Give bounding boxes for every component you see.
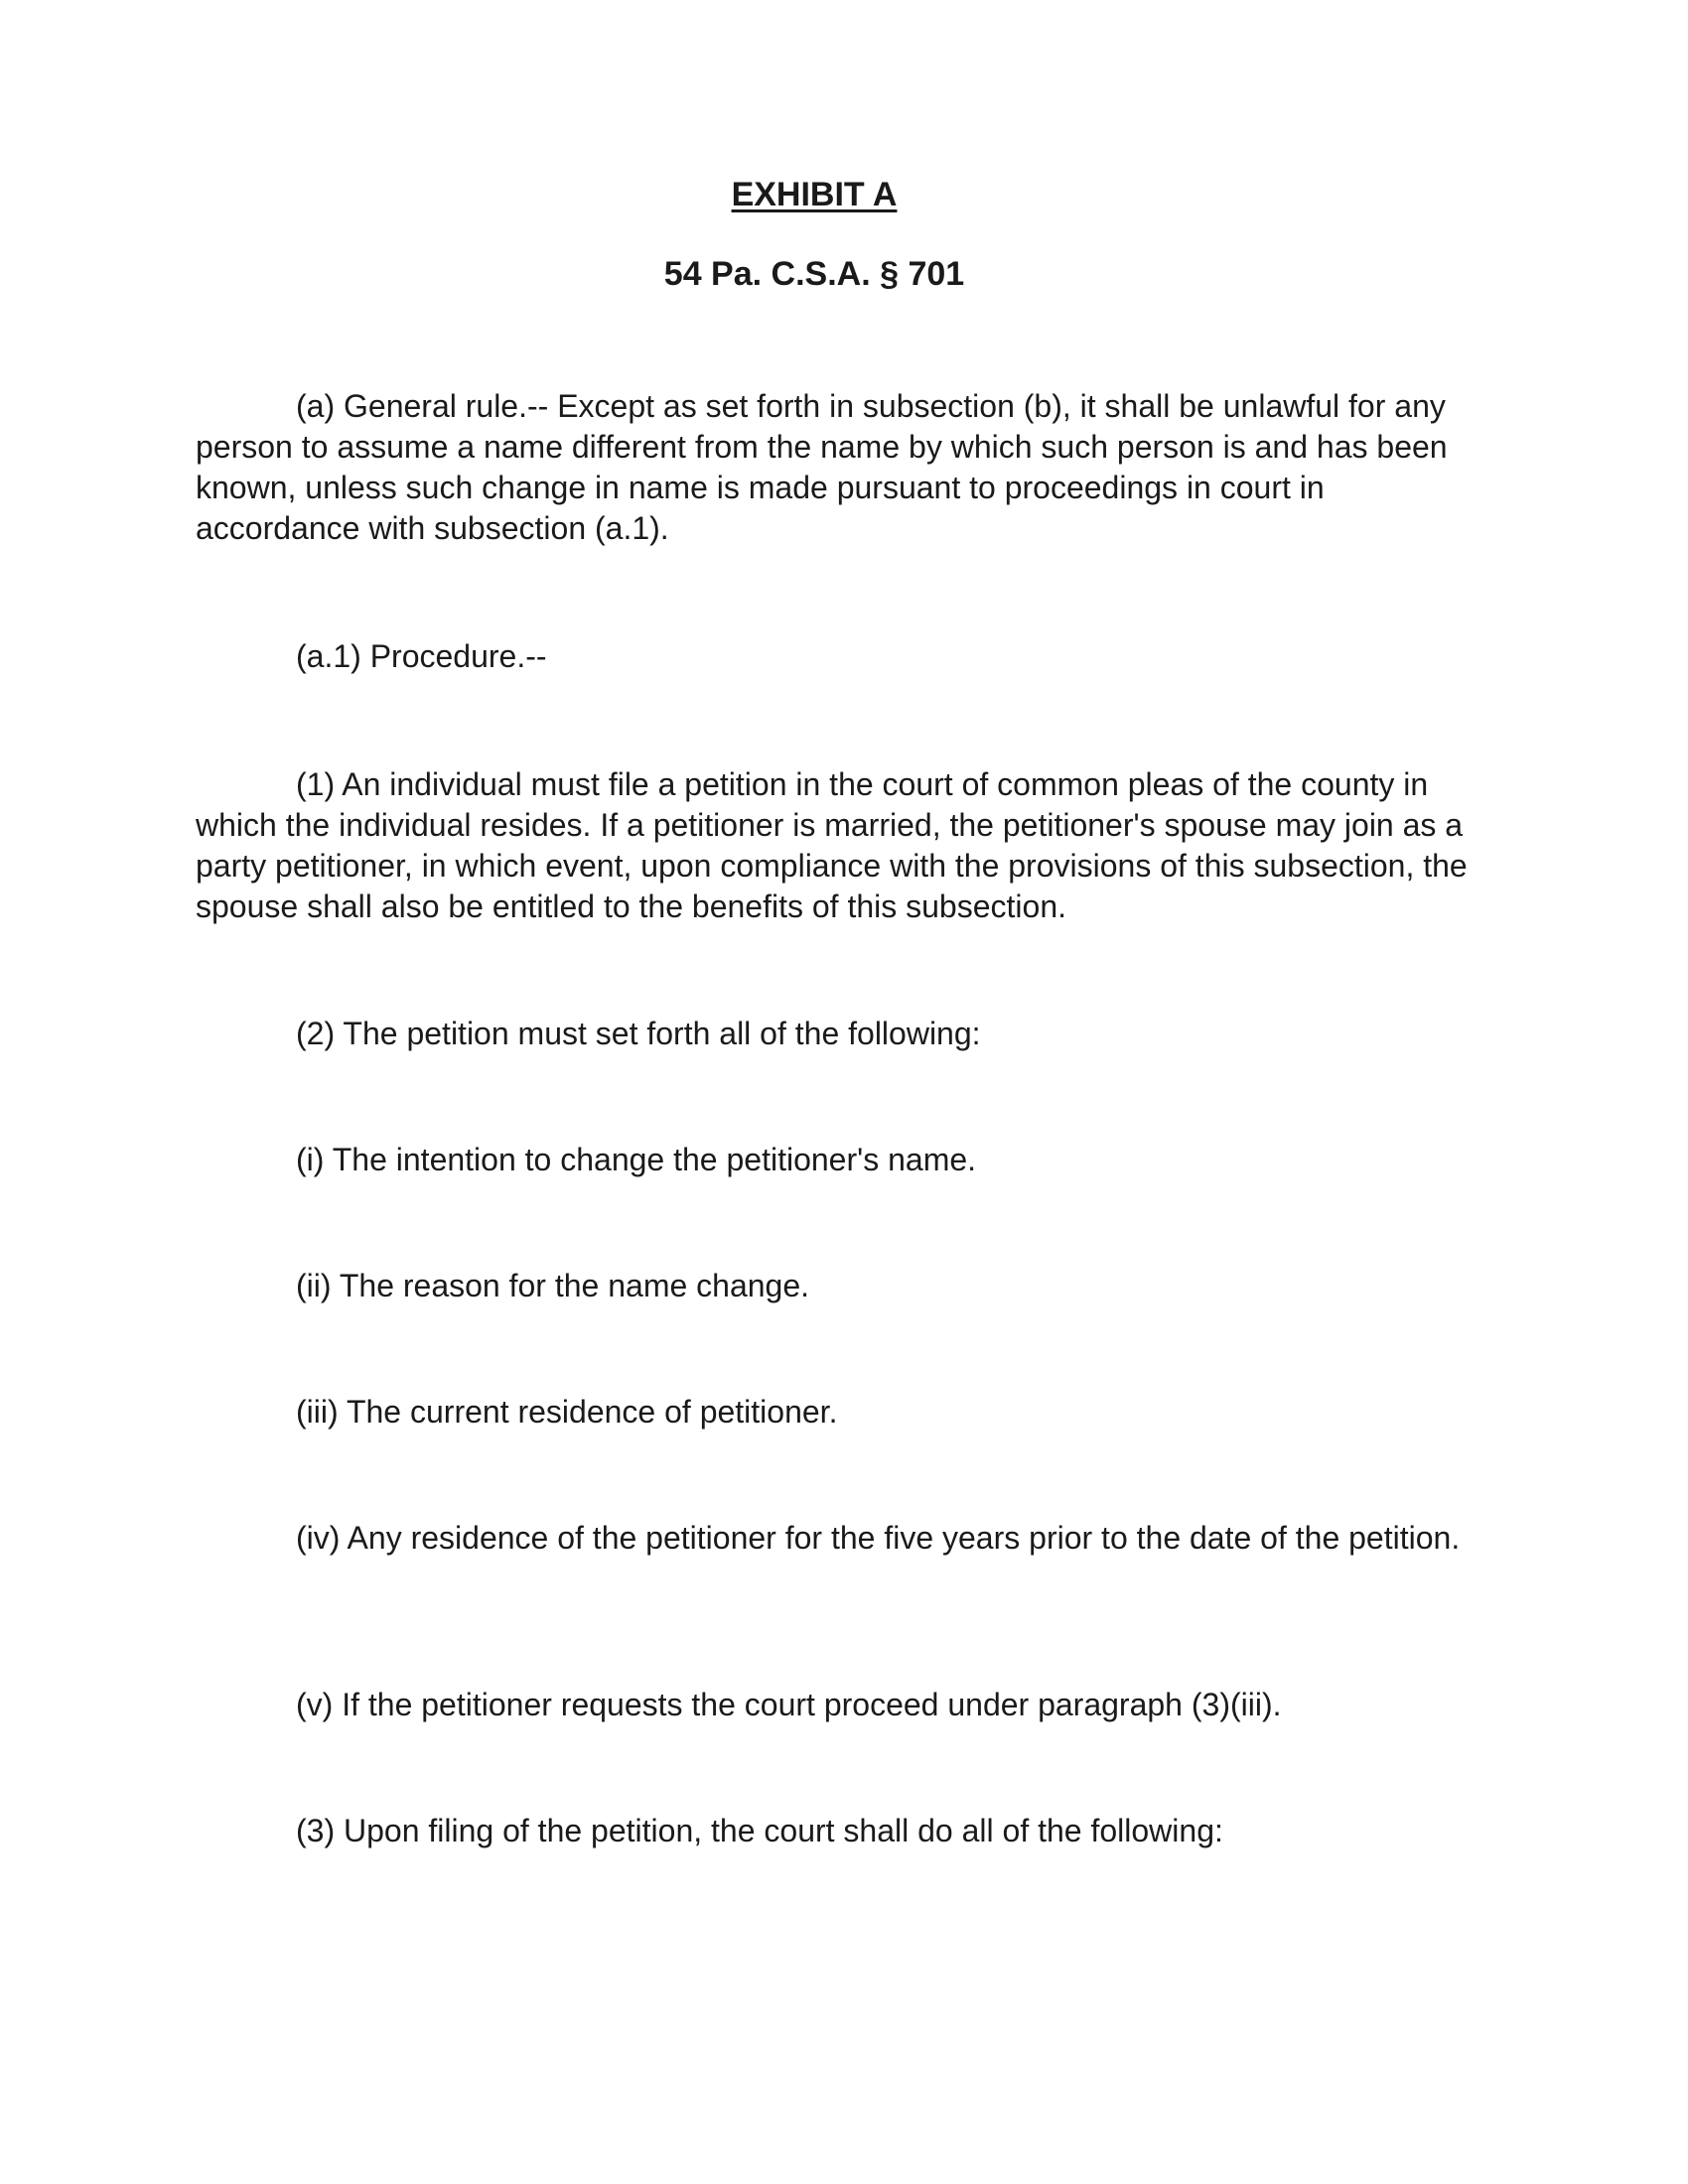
item-i-intention: (i) The intention to change the petitioner's name. [296,1142,977,1177]
item-ii-reason: (ii) The reason for the name change. [296,1268,810,1303]
paragraph-3-court-duties: (3) Upon filing of the petition, the court shall do all of the following: [296,1813,1223,1848]
paragraph-1-file-petition: (1) An individual must file a petition in the court of common pleas of the county in which the individual resides. If a petitioner is married, the petitioner's spouse may join as a party petitioner, in which event, upon compliance with the provisions of this subsection, the spouse shall also be entitled to the benefits of this subsection. [196,766,1468,924]
statute-citation: 54 Pa. C.S.A. § 701 [663,255,965,293]
item-iii-current-residence: (iii) The current residence of petitioner. [296,1394,838,1430]
exhibit-title: EXHIBIT A [731,176,898,213]
paragraph-2-petition-contents: (2) The petition must set forth all of the following: [296,1016,981,1051]
item-v-request-proceed: (v) If the petitioner requests the court proceed under paragraph (3)(iii). [296,1687,1282,1722]
paragraph-a-general-rule: (a) General rule.-- Except as set forth in subsection (b), it shall be unlawful for any person to assume a name different from the name by which such person is and has been known, unless such change in name is made pursuant to proceedings in court in accordance with subsection (a.1). [196,388,1448,546]
paragraph-a1-procedure: (a.1) Procedure.-- [296,638,547,674]
item-iv-prior-residences: (iv) Any residence of the petitioner for the five years prior to the date of the petition. [296,1520,1461,1556]
